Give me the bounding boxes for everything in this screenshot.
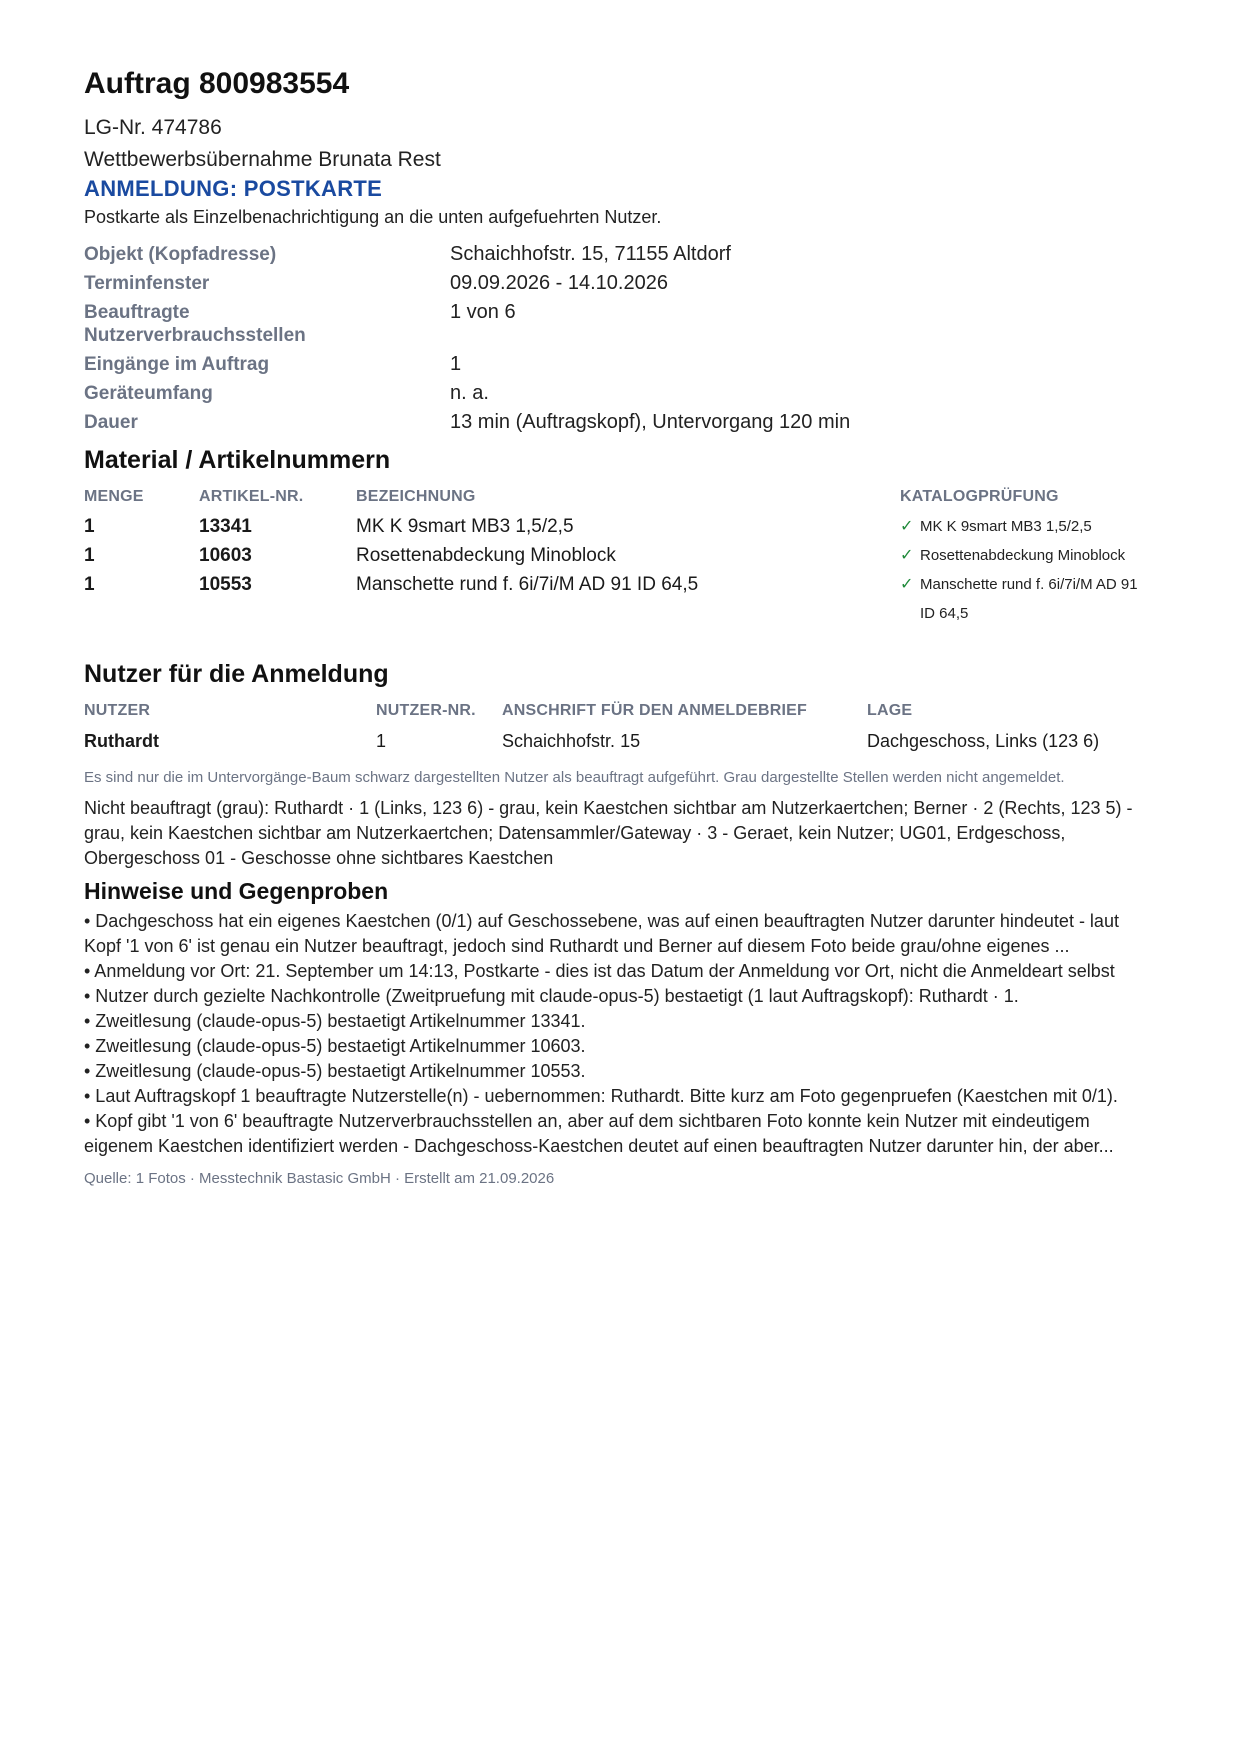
nicht-beauftragt-text: Nicht beauftragt (grau): Ruthardt · 1 (Links, 123 6) - grau, kein Kaestchen sichtbar am Nutzerkaertchen; Berner · 2 (Rechts, 123 5) - grau, kein Kaestchen sichtbar am Nutzerkaertchen; Datensammler/Gateway · 3 - Geraet, kein Nutzer; UG01, Erdgeschoss, Obergeschoss 01 - Geschosse ohne sichtbares Kaestchen — [84, 798, 1133, 868]
check-icon: ✓ — [900, 518, 914, 535]
column-header-anschrift: ANSCHRIFT FÜR DEN ANMELDEBRIEF — [502, 702, 807, 719]
nutzer-note: Es sind nur die im Untervorgänge-Baum schwarz dargestellten Nutzer als beauftragt aufgeführt. Grau dargestellte Stellen werden nicht angemeldet. — [84, 769, 1065, 786]
cell-katalog — [900, 541, 1160, 570]
katalog-text-line: ID 64,5 — [920, 605, 969, 622]
cell-bezeichnung: Rosettenabdeckung Minoblock — [356, 545, 616, 566]
cell-menge: 1 — [84, 516, 95, 537]
table-row — [84, 512, 1160, 541]
list-item: • Zweitlesung (claude-opus-5) bestaetigt Artikelnummer 13341. — [84, 1011, 586, 1031]
table-row — [84, 541, 1160, 570]
list-item: • Zweitlesung (claude-opus-5) bestaetigt Artikelnummer 10603. — [84, 1036, 586, 1056]
hinweise-heading: Hinweise und Gegenproben — [84, 878, 389, 904]
cell-bezeichnung: Manschette rund f. 6i/7i/M AD 91 ID 64,5 — [356, 574, 699, 595]
column-header-nutzer-nr: NUTZER-NR. — [376, 702, 476, 719]
katalog-text — [920, 570, 1138, 628]
material-table-header — [84, 482, 1160, 512]
detail-label: Geräteumfang — [84, 383, 213, 404]
detail-value: 1 von 6 — [450, 301, 516, 323]
detail-row-beauftragte — [84, 301, 1160, 347]
detail-value: 1 — [450, 353, 462, 375]
cell-bezeichnung: MK K 9smart MB3 1,5/2,5 — [356, 516, 574, 537]
cell-artikel: 10553 — [199, 574, 252, 595]
detail-value: 13 min (Auftragskopf), Untervorgang 120 min — [450, 411, 851, 433]
list-item: • Kopf gibt '1 von 6' beauftragte Nutzerverbrauchsstellen an, aber auf dem sichtbaren Foto konnte kein Nutzer mit eindeutigem eigenem Kaestchen identifiziert werden - Dachgeschoss-Kaestchen deutet auf einen beauftragten Nutzer darunter hin, der aber... — [84, 1111, 1114, 1156]
detail-row-objekt — [84, 243, 1160, 266]
cell-menge: 1 — [84, 545, 95, 566]
detail-row-dauer — [84, 411, 1160, 434]
anmeldung-description: Postkarte als Einzelbenachrichtigung an die unten aufgefuehrten Nutzer. — [84, 207, 662, 227]
lg-number: LG-Nr. 474786 — [84, 116, 222, 139]
detail-row-terminfenster — [84, 272, 1160, 295]
katalog-text: MK K 9smart MB3 1,5/2,5 — [920, 518, 1092, 535]
column-header-menge: MENGE — [84, 488, 144, 505]
detail-label: Eingänge im Auftrag — [84, 354, 270, 375]
detail-label: Objekt (Kopfadresse) — [84, 244, 277, 265]
cell-menge: 1 — [84, 574, 95, 595]
column-header-bezeichnung: BEZEICHNUNG — [356, 488, 476, 505]
check-icon: ✓ — [900, 547, 914, 564]
nutzer-heading: Nutzer für die Anmeldung — [84, 660, 389, 688]
cell-nutzer: Ruthardt — [84, 730, 159, 751]
nutzer-table-header — [84, 696, 1160, 726]
cell-lage: Dachgeschoss, Links (123 6) — [867, 730, 1100, 751]
document-content — [84, 64, 1160, 1189]
anmeldung-type: ANMELDUNG: POSTKARTE — [84, 176, 383, 201]
cell-artikel: 13341 — [199, 516, 252, 537]
detail-label: Terminfenster — [84, 273, 210, 294]
cell-katalog — [900, 570, 1160, 628]
column-header-katalog: KATALOGPRÜFUNG — [900, 488, 1059, 505]
detail-row-geraeteumfang — [84, 382, 1160, 405]
material-heading: Material / Artikelnummern — [84, 446, 391, 474]
hinweise-list — [84, 909, 1160, 1159]
list-item: • Dachgeschoss hat ein eigenes Kaestchen (0/1) auf Geschossebene, was auf einen beauftragten Nutzer darunter hindeutet - laut Kopf '1 von 6' ist genau ein Nutzer beauftragt, jedoch sind Ruthardt und Berner auf diesem Foto beide grau/ohne eigenes ... — [84, 911, 1119, 956]
detail-row-eingaenge — [84, 353, 1160, 376]
detail-value: n. a. — [450, 382, 489, 404]
order-title: Auftrag 800983554 — [84, 67, 350, 100]
table-row — [84, 726, 1160, 756]
cell-anschrift: Schaichhofstr. 15 — [502, 730, 641, 751]
cell-katalog — [900, 512, 1160, 541]
cell-artikel: 10603 — [199, 545, 252, 566]
cell-nutzer-nr: 1 — [376, 730, 387, 751]
detail-label: Dauer — [84, 412, 138, 433]
table-row — [84, 570, 1160, 628]
column-header-nutzer: NUTZER — [84, 702, 151, 719]
katalog-text: Rosettenabdeckung Minoblock — [920, 547, 1126, 564]
column-header-lage: LAGE — [867, 702, 913, 719]
list-item: • Nutzer durch gezielte Nachkontrolle (Zweitpruefung mit claude-opus-5) bestaetigt (1 laut Auftragskopf): Ruthardt · 1. — [84, 986, 1019, 1006]
order-details — [84, 243, 1160, 434]
detail-value: 09.09.2026 - 14.10.2026 — [450, 272, 668, 294]
material-table — [84, 482, 1160, 628]
katalog-text-line: Manschette rund f. 6i/7i/M AD 91 — [920, 576, 1138, 593]
detail-label: Beauftragte Nutzerverbrauchsstellen — [84, 302, 306, 346]
list-item: • Zweitlesung (claude-opus-5) bestaetigt Artikelnummer 10553. — [84, 1061, 586, 1081]
source-footer: Quelle: 1 Fotos · Messtechnik Bastasic GmbH · Erstellt am 21.09.2026 — [84, 1170, 555, 1187]
detail-value: Schaichhofstr. 15, 71155 Altdorf — [450, 243, 731, 265]
nutzer-table — [84, 696, 1160, 756]
list-item: • Laut Auftragskopf 1 beauftragte Nutzerstelle(n) - uebernommen: Ruthardt. Bitte kurz am Foto gegenpruefen (Kaestchen mit 0/1). — [84, 1086, 1118, 1106]
check-icon: ✓ — [900, 576, 914, 593]
column-header-artikel: ARTIKEL-NR. — [199, 488, 304, 505]
list-item: • Anmeldung vor Ort: 21. September um 14:13, Postkarte - dies ist das Datum der Anmeldung vor Ort, nicht die Anmeldeart selbst — [84, 961, 1115, 981]
project-name: Wettbewerbsübernahme Brunata Rest — [84, 148, 441, 171]
